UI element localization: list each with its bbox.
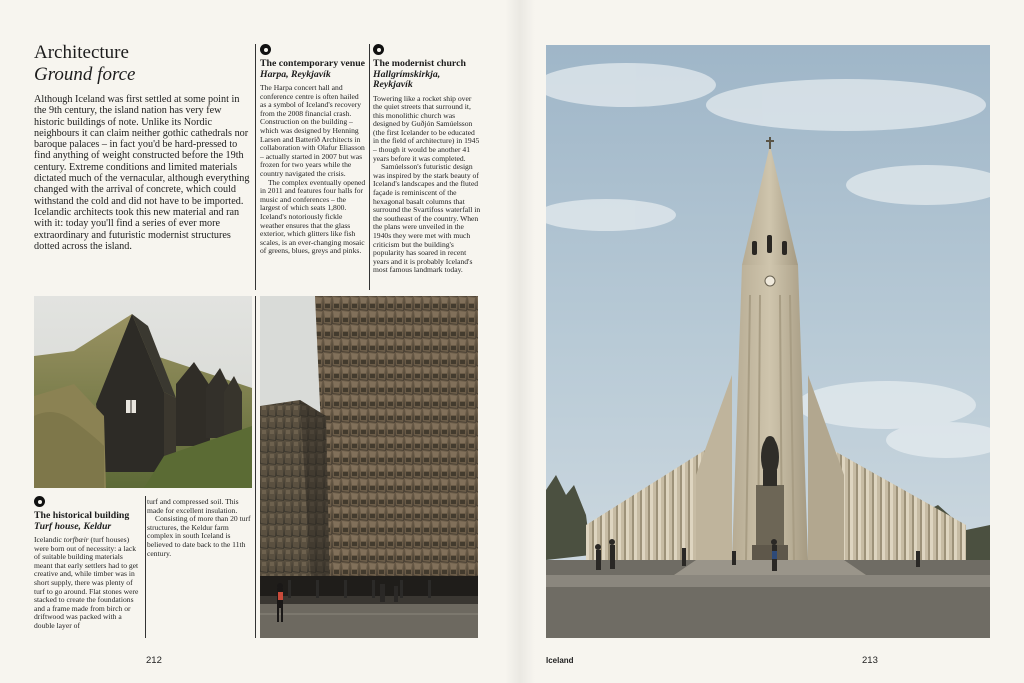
entry-paragraph: The Harpa concert hall and conference centre is often hailed as a symbol of Iceland's recovery from the 2008 financial crash. Construction on the building – which was designed by Henning Larsen and Batteríð Architects in collaboration with Olafur Eliasson – actually started in 2007 but was frozen for two years while the country navigated the crisis. bbox=[260, 83, 365, 178]
entry-location: Harpa, Reykjavík bbox=[260, 68, 331, 80]
entry-turf bbox=[34, 496, 141, 631]
entry-paragraph: The complex eventually opened in 2011 and features four halls for music and conferences – the largest of which seats 1,800. Iceland's notoriously fickle weather ensures that the glass exterior, which glitters like fish scales, is an ever-changing mosaic of greens, blues, greys and pinks. bbox=[260, 177, 366, 256]
entry-paragraph: turf and compressed soil. This made for excellent insulation. bbox=[147, 497, 239, 515]
turf-house-photo bbox=[34, 296, 252, 488]
paragraph-text: (turf houses) were born out of necessity: a lack of suitable building materials meant that early settlers had to get creative and, while timber was in short supply, there was plenty of turf to go around. Flat stones were stacked to create the foundations and a frame made from birch or driftwood was packed with a double layer of bbox=[34, 535, 139, 630]
entry-title bbox=[373, 59, 481, 91]
bullet-marker-icon bbox=[260, 44, 271, 55]
column-rule bbox=[255, 44, 256, 290]
entry-location: Turf house, Keldur bbox=[34, 520, 112, 532]
bullet-marker-icon bbox=[34, 496, 45, 507]
paragraph-text: Icelandic bbox=[34, 535, 64, 544]
entry-paragraph: Towering like a rocket ship over the quiet streets that surround it, this monolithic church was designed by Guðjón Samúelsson (the first Icelander to be educated in the field of architecture) in 1945 – though it would be another 41 years before it was completed. bbox=[373, 93, 480, 163]
entry-title-text: The contemporary venue bbox=[260, 58, 366, 69]
entry-title-text: The modernist church bbox=[373, 58, 466, 69]
column-rule bbox=[255, 296, 256, 638]
section-title: Architecture bbox=[34, 42, 129, 63]
column-rule bbox=[369, 44, 370, 290]
entry-turf-continued bbox=[147, 498, 253, 558]
entry-church bbox=[373, 44, 481, 275]
entry-paragraph: Consisting of more than 20 turf structures, the Keldur farm complex in south Iceland is believed to date back to the 11th century. bbox=[147, 514, 251, 558]
page-gutter bbox=[505, 0, 535, 683]
icelandic-term: torfbæir bbox=[63, 535, 89, 544]
entry-harpa bbox=[260, 44, 366, 256]
running-head: Iceland bbox=[546, 656, 574, 665]
section-heading bbox=[34, 42, 249, 86]
harpa-photo bbox=[260, 296, 478, 638]
intro-paragraph: Although Iceland was first settled at some point in the 9th century, the island nation has very few historic buildings of note. Unlike its Nordic neighbours it can claim neither gothic cathedrals nor baroque palaces – in fact you'd be hard-pressed to find anything of weight constructed before the 19th century. Extreme conditions and limited materials dictated much of the vernacular, although everything changed with the arrival of concrete, which could withstand the cold and did not have to be imported. Icelandic architects took this new material and ran with it: today you'll find a series of ever more extraordinary and futuristic modernist structures dotted across the island. bbox=[34, 94, 250, 252]
page-number-right: 213 bbox=[862, 655, 878, 666]
entry-title-text: The historical building bbox=[34, 510, 130, 521]
entry-location: Hallgrímskirkja, Reykjavík bbox=[373, 68, 441, 90]
hallgrimskirkja-photo bbox=[546, 45, 990, 638]
entry-title bbox=[34, 511, 141, 532]
entry-paragraph: Samúelsson's futuristic design was inspired by the stark beauty of Iceland's landscapes and the fluted façade is reminiscent of the hexagonal basalt columns that surround the Svartifoss waterfall in the southeast of the country. When the plans were unveiled in the 1940s they were met with much criticism but the building's popularity has soared in recent years and it is probably Iceland's most famous landmark today. bbox=[373, 162, 481, 275]
page-number-left: 212 bbox=[146, 655, 162, 666]
column-rule bbox=[145, 496, 146, 638]
section-subtitle: Ground force bbox=[34, 64, 136, 85]
entry-paragraph bbox=[34, 536, 141, 631]
bullet-marker-icon bbox=[373, 44, 384, 55]
entry-title bbox=[260, 59, 366, 80]
